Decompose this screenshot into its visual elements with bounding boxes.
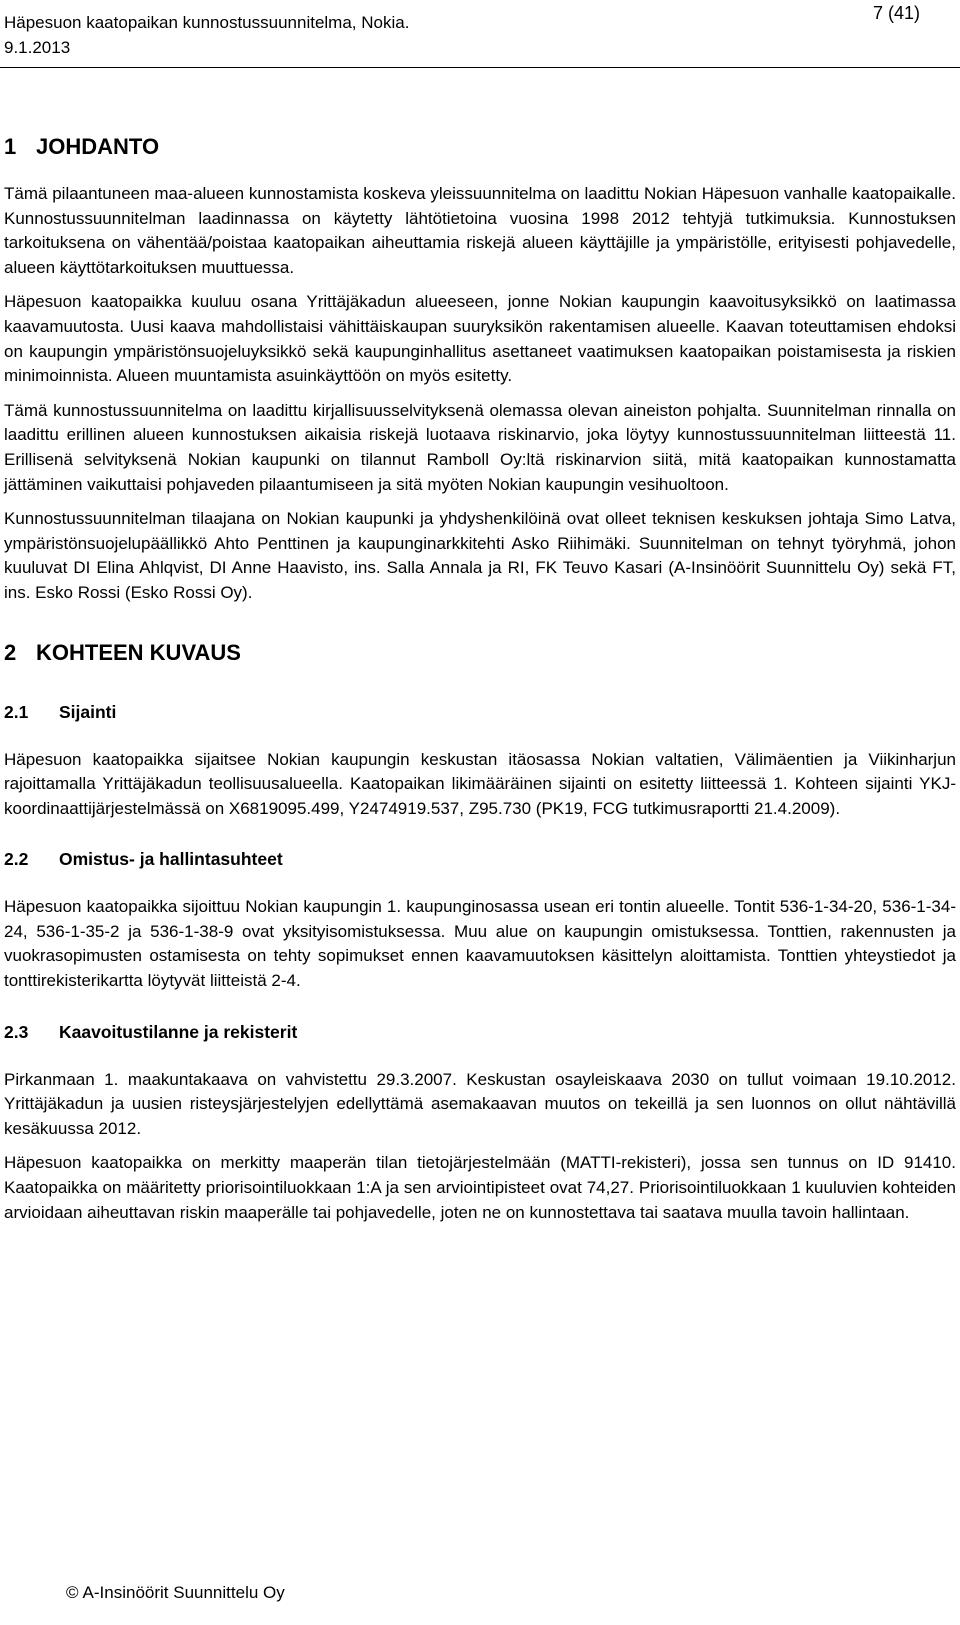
heading-omistus <box>4 847 956 871</box>
section-title: Sijainti <box>59 701 117 722</box>
copyright-icon: © <box>66 1583 79 1602</box>
paragraph: Häpesuon kaatopaikka on merkitty maaperän tilan tietojärjestelmään (MATTI-rekisteri), jossa sen tunnus on ID 91410. Kaatopaikka on määritetty priorisointiluokkaan 1:A ja sen arviointipisteet ovat 74,27. Priorisointiluokkaan 1 kuuluvien kohteiden arvioidaan aiheuttavan riskin maaperälle tai pohjavedelle, joten ne on kunnostettava tai saatava muulla tavoin hallintaan. <box>4 1153 956 1222</box>
section-title: Omistus- ja hallintasuhteet <box>59 849 283 870</box>
paragraph: Tämä pilaantuneen maa-alueen kunnostamista koskeva yleissuunnitelma on laadittu Nokian Häpesuon vanhalle kaatopaikalle. Kunnostussuunnitelman laadinnassa on käytetty lähtötietoina vuosina 1998 2012 tehtyjä tutkimuksia. Kunnostuksen tarkoituksena on vähentää/poistaa kaatopaikan aiheuttamia riskejä alueen käyttäjille ja ympäristölle, erityisesti pohjavedelle, alueen käyttötarkoituksen muuttuessa. <box>4 184 956 277</box>
heading-kaavoitus <box>4 1020 956 1044</box>
section-number: 1 <box>4 134 17 159</box>
heading-kohteen-kuvaus <box>4 640 956 666</box>
paragraph: Pirkanmaan 1. maakuntakaava on vahvistettu 29.3.2007. Keskustan osayleiskaava 2030 on tullut voimaan 19.10.2012. Yrittäjäkadun ja uusien risteysjärjestelyjen edellyttämä asemakaavan muutos on tekeillä ja sen luonnos on ollut nähtävillä kesäkuussa 2012. <box>4 1069 956 1138</box>
paragraph: Häpesuon kaatopaikka sijaitsee Nokian kaupungin keskustan itäosassa Nokian valtatien, Välimäentien ja Viikinharjun rajoittamalla Yrittäjäkadun teollisuusalueella. Kaatopaikan likimääräinen sijainti on esitetty liitteessä 1. Kohteen sijainti YKJ-koordinaattijärjestelmässä on X6819095.499, Y2474919.537, Z95.730 (PK19, FCG tutkimusraportti 21.4.2009). <box>4 749 956 818</box>
document-header <box>4 10 409 60</box>
paragraph: Häpesuon kaatopaikka kuuluu osana Yrittäjäkadun alueeseen, jonne Nokian kaupungin kaavoitusyksikkö on laatimassa kaavamuutosta. Uusi kaava mahdollistaisi vähittäiskaupan suuryksikön rakentamisen alueelle. Kaavan toteuttamisen ehdoksi on kaupungin ympäristönsuojeluyksikkö sekä kaupunginhallitus asettaneet vaatimuksen kaatopaikan poistamisesta ja riskien minimoinnista. Alueen muuntamista asuinkäyttöön on myös esitetty. <box>4 292 956 386</box>
paragraph: Kunnostussuunnitelman tilaajana on Nokian kaupunki ja yhdyshenkilöinä ovat olleet teknisen keskuksen johtaja Simo Latva, ympäristönsuojelupäällikkö Ahto Penttinen ja kaupunginarkkitehti Asko Riihimäki. Suunnitelman on tehnyt työryhmä, johon kuuluvat DI Elina Ahlqvist, DI Anne Haavisto, ins. Salla Annala ja RI, FK Teuvo Kasari (A-Insinöörit Suunnittelu Oy) sekä FT, ins. Esko Rossi (Esko Rossi Oy). <box>4 509 956 602</box>
page-footer <box>66 1583 285 1603</box>
company-name: A-Insinöörit Suunnittelu Oy <box>82 1583 285 1602</box>
section-number: 2 <box>4 639 17 665</box>
section-title: JOHDANTO <box>36 134 160 159</box>
paragraph: Tämä kunnostussuunnitelma on laadittu kirjallisuusselvityksenä olemassa olevan aineiston pohjalta. Suunnitelman rinnalla on laadittu erillinen alueen kunnostuksen aikaisia riskejä luotaava riskinarvio, joka löytyy kunnostussuunnitelman liitteestä 11. Erillisenä selvityksenä Nokian kaupunki on tilannut Ramboll Oy:ltä riskinarvion siitä, mitä kaatopaikan kunnostamatta jättäminen vaikuttaisi pohjaveden pilaantumiseen ja sitä myöten Nokian kaupungin vesihuoltoon. <box>4 400 956 494</box>
section-title: Kaavoitustilanne ja rekisterit <box>59 1021 298 1042</box>
section-number: 2.3 <box>4 1021 29 1042</box>
heading-johdanto <box>4 134 956 160</box>
paragraph: Häpesuon kaatopaikka sijoittuu Nokian kaupungin 1. kaupunginosassa usean eri tontin alueelle. Tontit 536-1-34-20, 536-1-34-24, 536-1-35-2 ja 536-1-38-9 ovat yksityisomistuksessa. Muu alue on kaupungin omistuksessa. Tonttien, rakennusten ja vuokrasopimusten ostamisesta on tehty sopimukset ennen kaavamuutoksen käsittelyn aloittamista. Tonttien yhteystiedot ja tonttirekisterikartta löytyvät liitteistä 2-4. <box>4 897 956 991</box>
section-number: 2.2 <box>4 849 29 870</box>
document-body <box>4 134 956 1225</box>
heading-sijainti <box>4 700 956 724</box>
page-number: 7 (41) <box>872 3 920 23</box>
document-date: 9.1.2013 <box>4 38 71 57</box>
section-title: KOHTEEN KUVAUS <box>36 639 241 665</box>
section-number: 2.1 <box>4 701 29 722</box>
header-divider <box>0 67 960 68</box>
document-title: Häpesuon kaatopaikan kunnostussuunnitelma, Nokia. <box>4 13 410 32</box>
